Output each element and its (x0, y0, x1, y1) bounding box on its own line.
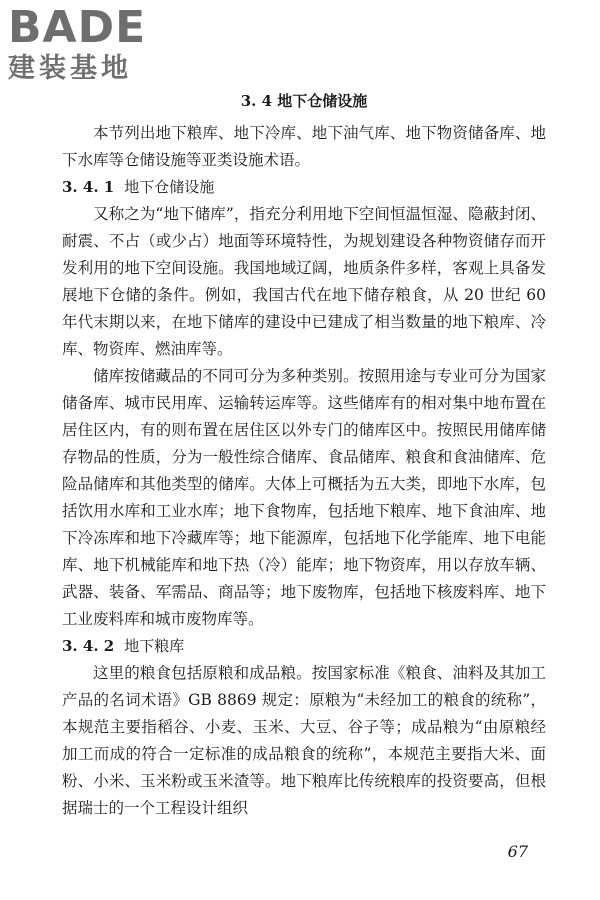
subsection-heading-3-4-1 (62, 174, 546, 201)
logo-brand-text: BADE (8, 2, 147, 53)
section-title: 3. 4 地下仓储设施 (240, 92, 368, 110)
subsection-title: 地下粮库 (124, 637, 185, 655)
logo (8, 2, 178, 86)
subsection-number: 3. 4. 1 (62, 178, 115, 196)
subsection-title: 地下仓储设施 (124, 178, 215, 196)
subsection-heading-3-4-2 (62, 633, 546, 660)
subsection-number: 3. 4. 2 (62, 637, 115, 655)
body-paragraph: 储库按储藏品的不同可分为多种类别。按照用途与专业可分为国家储备库、城市民用库、运输转运库等。这些储库有的相对集中地布置在居住区内，有的则布置在居住区以外专门的储库区中。按照民用储库储存物品的性质，分为一般性综合储库、食品储库、粮食和食油储库、危险品储库和其他类型的储库。大体上可概括为五大类，即地下水库，包括饮用水库和工业水库；地下食物库，包括地下粮库、地下食油库、地下冷冻库和地下冷藏库等；地下能源库，包括地下化学能库、地下电能库、地下机械能库和地下热（冷）能库；地下物资库，用以存放车辆、武器、装备、军需品、商品等；地下废物库，包括地下核废料库、地下工业废料库和城市废物库等。 (62, 367, 546, 628)
logo-brand-cn-text: 建装基地 (8, 53, 132, 84)
intro-paragraph: 本节列出地下粮库、地下冷库、地下油气库、地下物资储备库、地下水库等仓储设施等亚类设施术语。 (62, 124, 546, 169)
body-paragraph: 这里的粮食包括原粮和成品粮。按国家标准《粮食、油料及其加工产品的名词术语》GB 8869 规定：原粮为“未经加工的粮食的统称”，本规范主要指稻谷、小麦、玉米、大豆、谷子等；成品粮为“由原粮经加工而成的符合一定标准的成品粮食的统称”，本规范主要指大米、面粉、小米、玉米粉或玉米渣等。地下粮库比传统粮库的投资要高，但根据瑞士的一个工程设计组织 (62, 664, 546, 817)
body-paragraph: 又称之为“地下储库”，指充分利用地下空间恒温恒湿、隐蔽封闭、耐震、不占（或少占）地面等环境特性，为规划建设各种物资储存而开发利用的地下空间设施。我国地域辽阔，地质条件多样，客观上具备发展地下仓储的条件。例如，我国古代在地下储存粮食，从 20 世纪 60 年代末期以来，在地下储库的建设中已建成了相当数量的地下粮库、冷库、物资库、燃油库等。 (62, 205, 546, 358)
page-content (62, 90, 546, 822)
page-number: 67 (507, 842, 528, 861)
